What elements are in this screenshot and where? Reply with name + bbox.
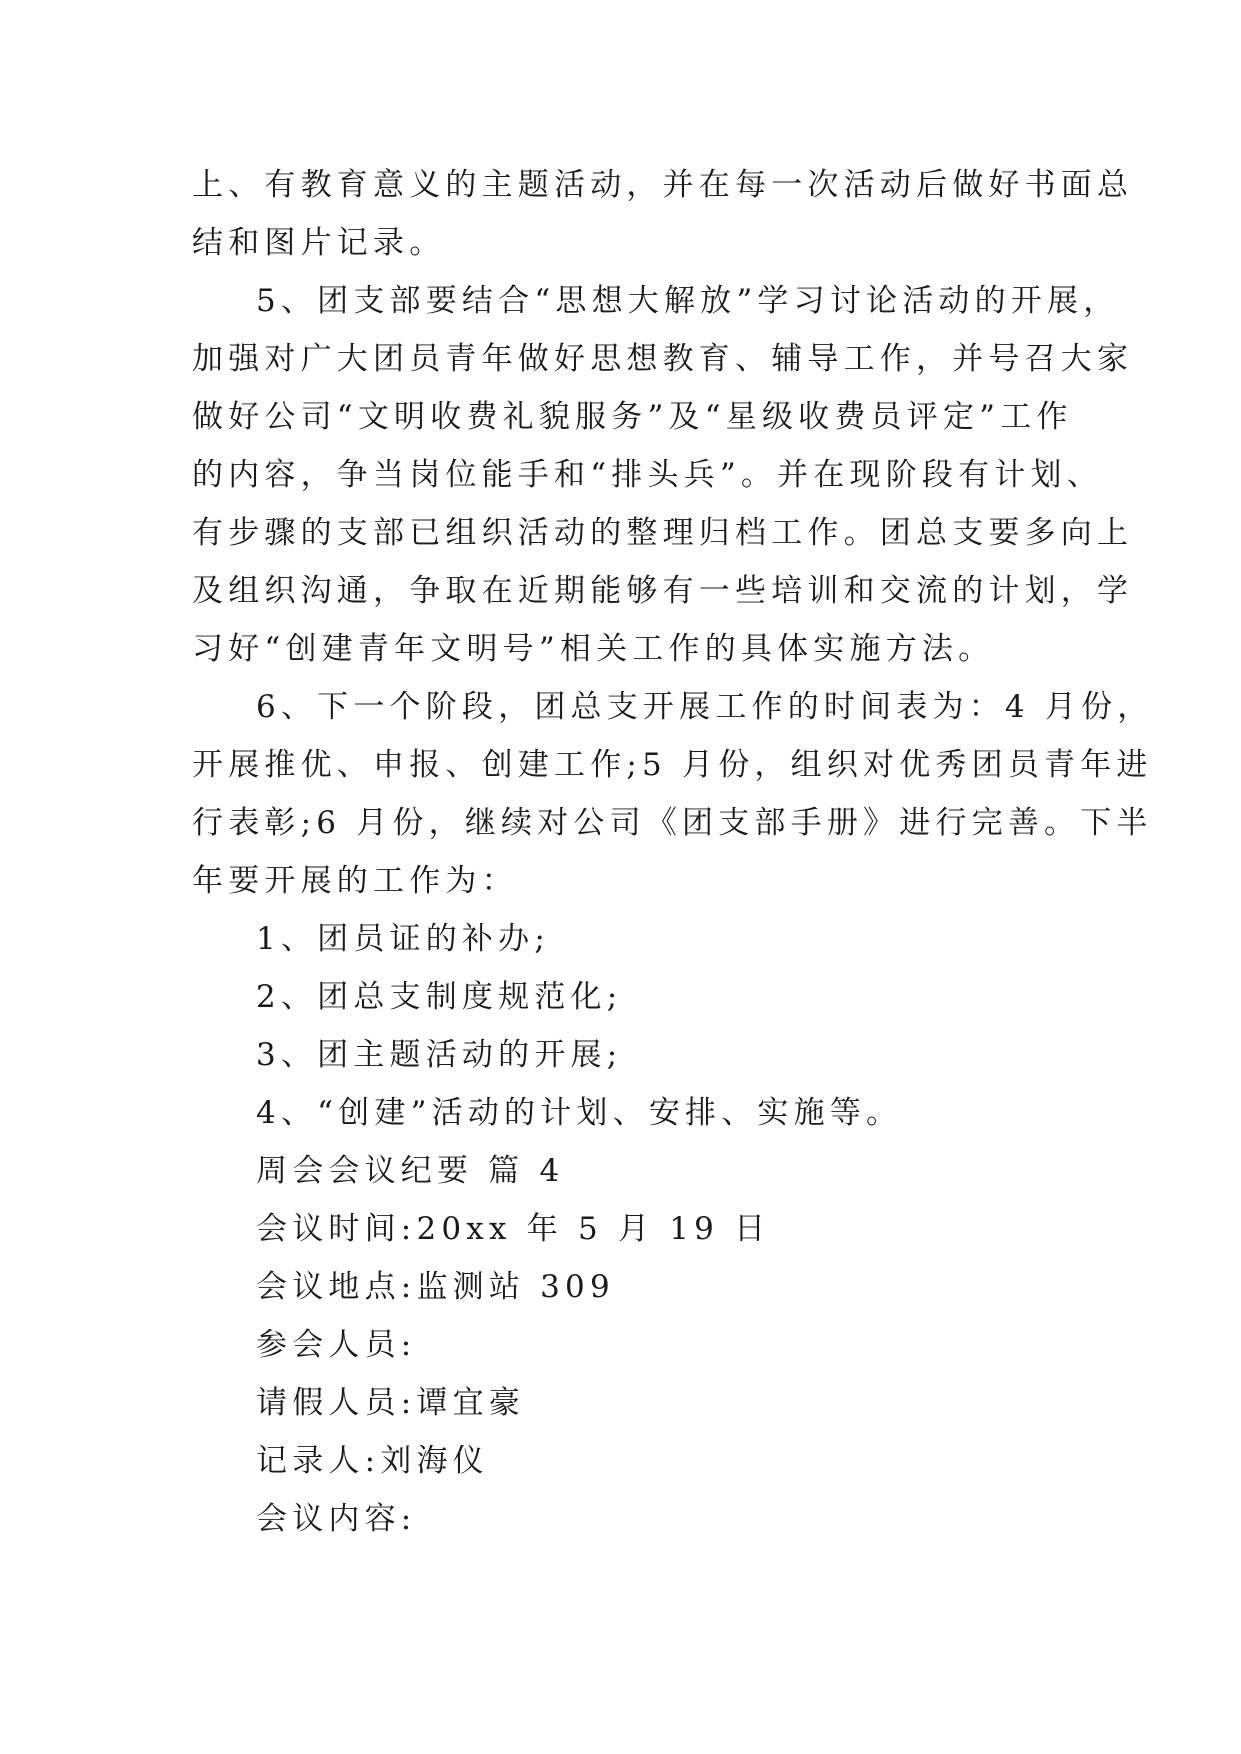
meeting-recorder: 记录人:刘海仪 [256, 1443, 489, 1479]
paragraph-line: 上、有教育意义的主题活动，并在每一次活动后做好书面总 [192, 167, 1134, 203]
paragraph-line: 习好“创建青年文明号”相关工作的具体实施方法。 [192, 631, 995, 667]
paragraph-line: 5、团支部要结合“思想大解放”学习讨论活动的开展， [256, 283, 1120, 319]
meeting-absent: 请假人员:谭宜豪 [256, 1385, 526, 1421]
list-item: 2、团总支制度规范化; [256, 979, 623, 1015]
list-item: 3、团主题活动的开展; [256, 1037, 623, 1073]
meeting-content: 会议内容: [256, 1501, 417, 1537]
paragraph-line: 6、下一个阶段，团总支开展工作的时间表为：4 月份， [256, 689, 1154, 725]
list-item: 4、“创建”活动的计划、安排、实施等。 [256, 1095, 903, 1131]
meeting-time: 会议时间:20xx 年 5 月 19 日 [256, 1211, 771, 1247]
paragraph-line: 加强对广大团员青年做好思想教育、辅导工作，并号召大家 [192, 341, 1134, 377]
paragraph-line: 结和图片记录。 [192, 225, 446, 261]
paragraph-line: 开展推优、申报、创建工作;5 月份，组织对优秀团员青年进 [192, 747, 1153, 783]
paragraph-line: 行表彰;6 月份，继续对公司《团支部手册》进行完善。下半 [192, 805, 1153, 841]
paragraph-line: 有步骤的支部已组织活动的整理归档工作。团总支要多向上 [192, 515, 1134, 551]
document-body [192, 156, 1154, 1548]
paragraph-line: 做好公司“文明收费礼貌服务”及“星级收费员评定”工作 [192, 399, 1073, 435]
section-title: 周会会议纪要 篇 4 [256, 1153, 565, 1189]
meeting-attendees: 参会人员: [256, 1327, 417, 1363]
list-item: 1、团员证的补办; [256, 921, 550, 957]
paragraph-line: 的内容，争当岗位能手和“排头兵”。并在现阶段有计划、 [192, 457, 1103, 493]
paragraph-line: 及组织沟通，争取在近期能够有一些培训和交流的计划，学 [192, 573, 1134, 609]
meeting-location: 会议地点:监测站 309 [256, 1269, 615, 1305]
paragraph-line: 年要开展的工作为： [192, 863, 518, 899]
